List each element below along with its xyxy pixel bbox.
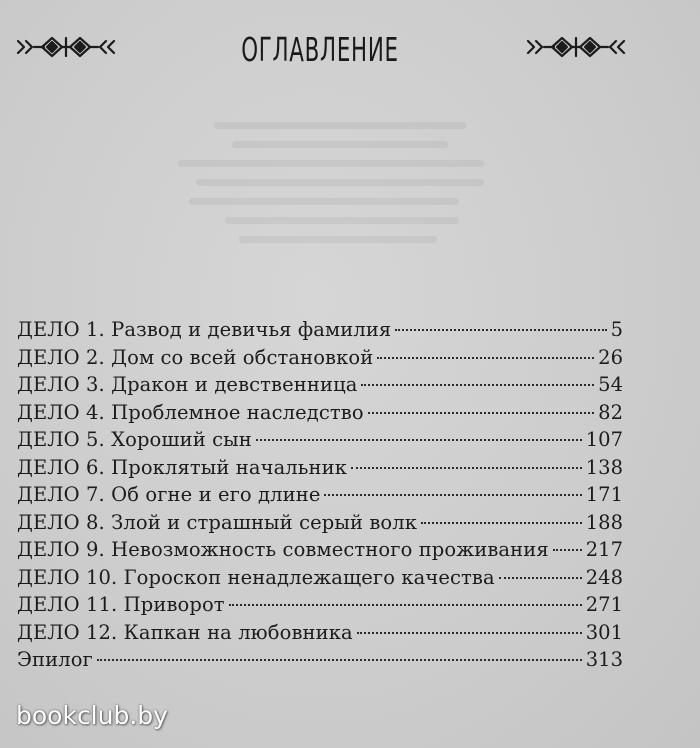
toc-entry[interactable]: [17, 509, 623, 537]
toc-entry[interactable]: [17, 316, 623, 344]
dot-leader: [256, 439, 582, 441]
toc-entry-title: ДЕЛО 11. Приворот: [17, 593, 225, 616]
toc-entry-title: ДЕЛО 5. Хороший сын: [17, 428, 252, 451]
toc-entry-title: ДЕЛО 8. Злой и страшный серый волк: [17, 510, 418, 534]
dot-leader: [499, 577, 582, 579]
dot-leader: [324, 494, 581, 496]
folk-ornament-icon: [526, 34, 626, 60]
toc-entry-page: 5: [610, 318, 623, 341]
toc-entry[interactable]: [17, 564, 623, 592]
toc-entry-title: ДЕЛО 4. Проблемное наследство: [17, 400, 364, 424]
toc-entry-title: ДЕЛО 1. Развод и девичья фамилия: [17, 318, 392, 341]
toc-entry[interactable]: [17, 454, 623, 482]
toc-entry[interactable]: [17, 426, 623, 454]
toc-entry-title: ДЕЛО 6. Проклятый начальник: [17, 455, 347, 479]
toc-entry[interactable]: [17, 399, 623, 427]
bleed-through-texture: [160, 110, 520, 310]
toc-entry-title: ДЕЛО 7. Об огне и его длине: [17, 483, 321, 506]
toc-entry-title: ДЕЛО 12. Капкан на любовника: [17, 620, 353, 644]
dot-leader: [395, 329, 606, 331]
dot-leader: [97, 659, 582, 661]
toc-entry[interactable]: [17, 591, 623, 619]
page-title: ОГЛАВЛЕНИЕ: [241, 30, 399, 69]
toc-entry-title: ДЕЛО 3. Дракон и девственница: [17, 373, 358, 396]
toc-entry-title: ДЕЛО 9. Невозможность совместного проживания: [17, 538, 549, 561]
toc-entry-page: 54: [598, 373, 623, 396]
toc-entry-page: 248: [585, 565, 623, 589]
toc-entry[interactable]: [17, 344, 623, 372]
dot-leader: [377, 357, 594, 359]
toc-entry[interactable]: [17, 371, 623, 399]
toc-entry-page: 107: [585, 428, 623, 451]
toc-entry-page: 171: [585, 483, 623, 506]
site-watermark: bookclub.by: [16, 701, 168, 730]
table-of-contents: [17, 316, 623, 674]
toc-entry-page: 138: [585, 455, 623, 479]
toc-entry[interactable]: [17, 536, 623, 564]
toc-entry-page: 301: [585, 620, 623, 644]
toc-entry-page: 188: [585, 510, 623, 534]
dot-leader: [357, 632, 582, 634]
toc-entry-page: 217: [585, 538, 623, 561]
toc-entry-page: 271: [585, 593, 623, 616]
dot-leader: [229, 604, 582, 606]
toc-entry[interactable]: [17, 619, 623, 647]
dot-leader: [553, 549, 582, 551]
toc-entry-page: 82: [598, 400, 623, 424]
toc-entry[interactable]: [17, 481, 623, 509]
toc-entry-title: ДЕЛО 10. Гороскоп ненадлежащего качества: [17, 565, 495, 589]
dot-leader: [368, 412, 594, 414]
toc-entry-page: 313: [585, 648, 623, 671]
dot-leader: [361, 384, 594, 386]
toc-entry-title: ДЕЛО 2. Дом со всей обстановкой: [17, 345, 374, 369]
dot-leader: [351, 467, 582, 469]
toc-entry-page: 26: [598, 345, 623, 369]
dot-leader: [421, 522, 582, 524]
toc-entry-title: Эпилог: [17, 648, 93, 671]
toc-entry[interactable]: [17, 646, 623, 674]
